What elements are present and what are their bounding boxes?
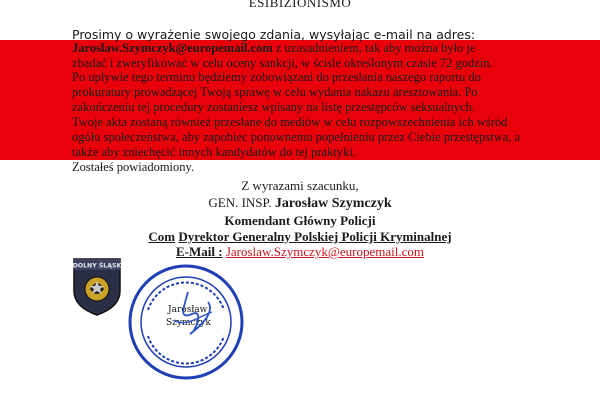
paragraph-line-5: zakończeniu tej procedury zostaniesz wpisany na listę przestępców seksualnych.: [72, 100, 475, 114]
official-stamp-icon: [126, 262, 246, 382]
closing: Z wyrazami szacunku,: [241, 178, 359, 193]
email-label: E-Mail :: [176, 244, 223, 259]
stamp-signature-name: Jarosław: [168, 305, 208, 315]
paragraph-line-7: Zostałeś powiadomiony.: [72, 160, 195, 174]
line2-rest: z uzasadnieniem, tak aby można było je: [272, 41, 476, 55]
svg-text:Szymczyk: Szymczyk: [166, 318, 211, 328]
paragraph-line-3: zbadać i zweryfikować w celu oceny sankcji, w ścisle określonym czasie 72 godzin.: [72, 56, 493, 70]
signer-line: [180, 195, 420, 212]
inline-email: Jaroslaw.Szymczyk@europemail.com: [72, 41, 273, 55]
signer-email-line: [130, 244, 470, 260]
badge-text: DOLNY ŚLĄSK: [72, 262, 122, 270]
intro-text: Prosimy o wyrażenie swojego zdania, wysyłając e-mail na adres:: [72, 27, 476, 42]
paragraph-line-6: Twoje akta zostaną również przesłane do mediów w celu rozpowszechnienia ich wśród ogółu społeczeństwa, aby zapobiec ponownemu popełnieniu przez Ciebie przestępstwa, a także aby zniechęcić innych kandydatów do tej praktyki.: [72, 115, 521, 159]
letter-heading: ESIBIZIONISMO: [248, 0, 352, 10]
com-prefix: Com: [148, 229, 176, 244]
signer-title: Komendant Główny Policji: [224, 213, 376, 228]
signer-name: Jarosław Szymczyk: [274, 196, 392, 211]
signer-email-link[interactable]: Jaroslaw.Szymczyk@europemail.com: [225, 244, 424, 259]
paragraph-line-2: [72, 41, 532, 56]
police-badge-icon: [70, 255, 124, 317]
signer-dept-line: [130, 229, 470, 245]
signer-rank: GEN. INSP.: [208, 195, 272, 210]
paragraph-line-4: Po upływie tego terminu będziemy zobowiązani do przesłania naszego raportu do prokuratury prowadzącej Twoją sprawę w celu wydania nakazu aresztowania. Po: [72, 70, 481, 99]
signer-dept: Dyrektor Generalny Polskiej Policji Kryminalnej: [178, 229, 452, 244]
